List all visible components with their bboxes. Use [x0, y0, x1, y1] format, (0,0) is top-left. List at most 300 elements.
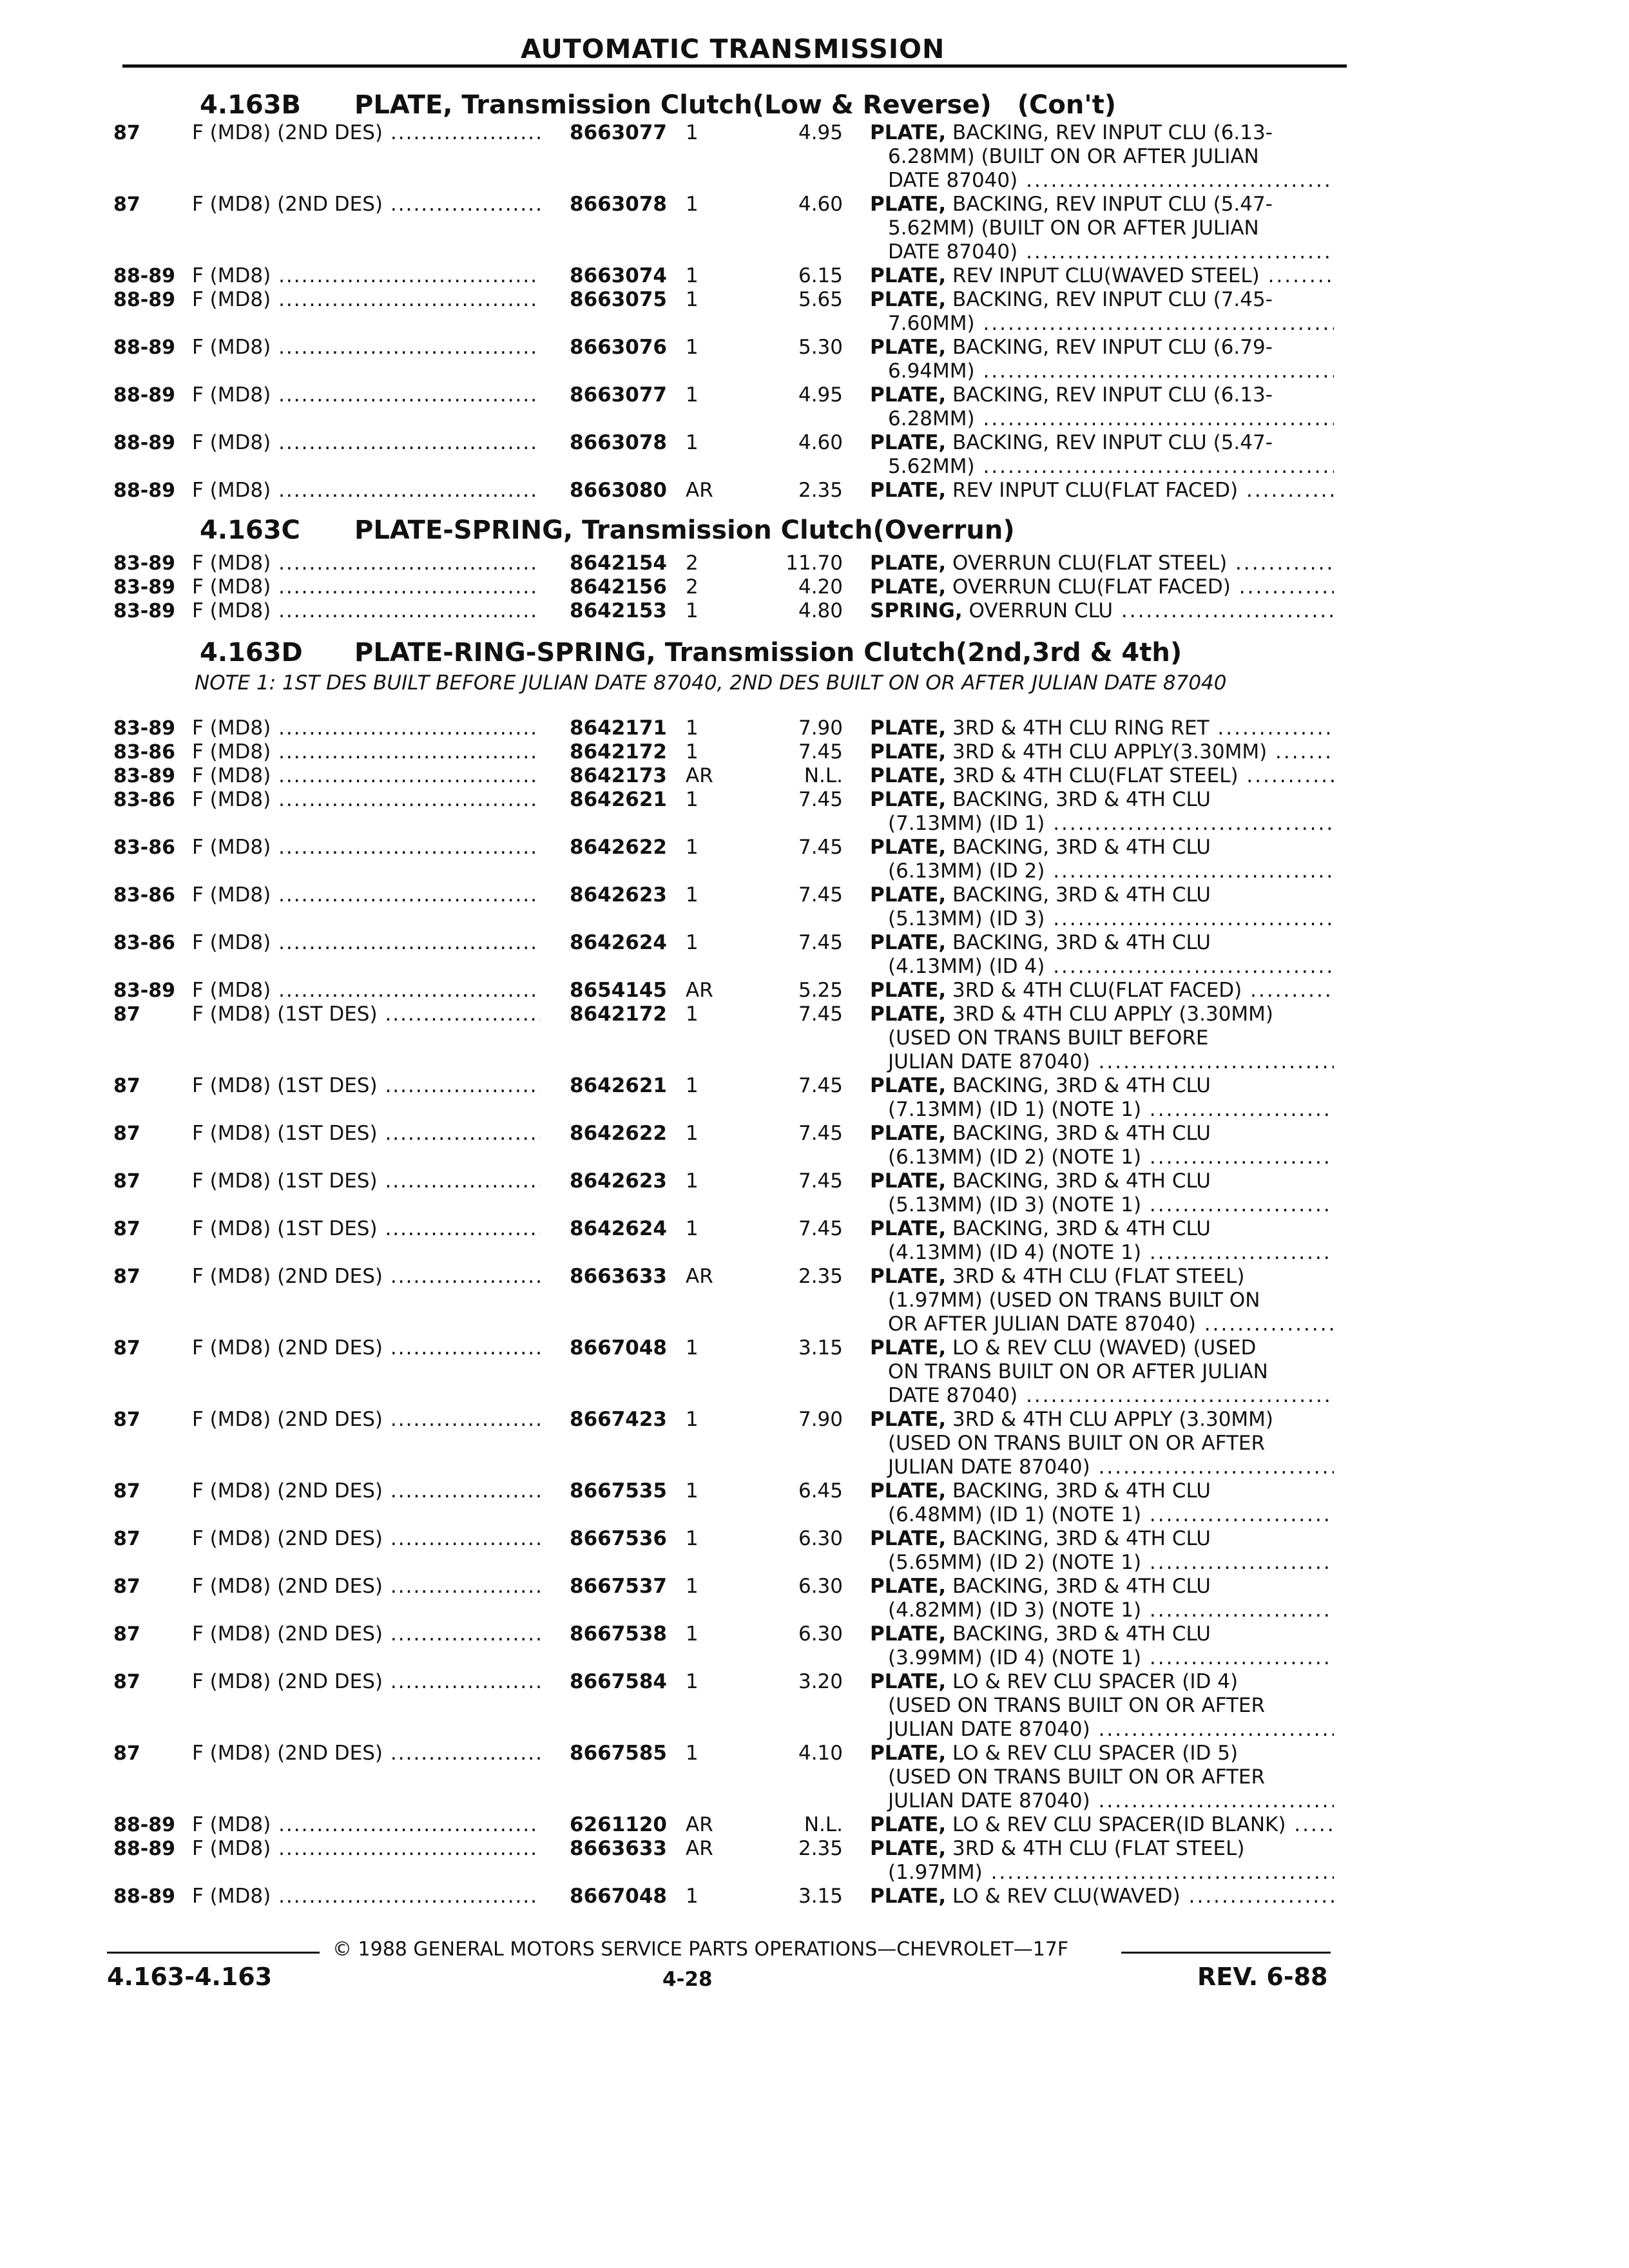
price: 4.95 — [798, 383, 843, 407]
quantity: 2 — [686, 552, 699, 575]
quantity: 1 — [686, 836, 699, 859]
model-code: F (MD8) ..... — [192, 788, 540, 812]
model-year: 83-89 — [113, 600, 175, 622]
part-noun: PLATE, — [870, 1479, 947, 1503]
part-description — [870, 1265, 1334, 1336]
part-number: 8642621 — [570, 1074, 667, 1097]
part-description — [870, 1217, 1334, 1265]
description-line: (1.97MM) ..... — [870, 1861, 1334, 1885]
description-line: (6.48MM) (ID 1) (NOTE 1) ..... — [870, 1503, 1334, 1527]
model-year: 87 — [113, 1623, 140, 1646]
quantity: AR — [686, 479, 713, 502]
description-line: 5.62MM) ..... — [870, 455, 1334, 479]
part-noun: PLATE, — [870, 1336, 947, 1360]
model-code: F (MD8) (1ST DES) ..... — [192, 1003, 540, 1026]
description-line: PLATE, BACKING, REV INPUT CLU (6.79- — [870, 336, 1273, 359]
section-note: NOTE 1: 1ST DES BUILT BEFORE JULIAN DATE 87040, 2ND DES BUILT ON OR AFTER JULIAN DATE 87040 — [195, 671, 1227, 695]
price: 3.15 — [798, 1336, 843, 1360]
header-rule — [122, 64, 1347, 68]
description-line: 7.60MM) ..... — [870, 312, 1334, 336]
model-code: F (MD8) ..... — [192, 1885, 540, 1908]
description-line: DATE 87040) ..... — [870, 1384, 1334, 1408]
part-noun: PLATE, — [870, 764, 947, 787]
model-code: F (MD8) (1ST DES) ..... — [192, 1217, 540, 1241]
price: 4.60 — [798, 431, 843, 454]
description-line: PLATE, BACKING, 3RD & 4TH CLU — [870, 1622, 1211, 1646]
footer-section-range: 4.163-4.163 — [107, 1963, 273, 1991]
description-line: 6.94MM) ..... — [870, 360, 1334, 383]
quantity: 1 — [686, 1670, 699, 1693]
part-noun: PLATE, — [870, 1169, 947, 1193]
section-title: PLATE-SPRING, Transmission Clutch(Overrun) — [354, 515, 1015, 545]
model-code: F (MD8) (2ND DES) ..... — [192, 1408, 540, 1432]
quantity: 1 — [686, 1479, 699, 1503]
model-code: F (MD8) ..... — [192, 979, 540, 1003]
part-number: 8642156 — [570, 575, 667, 599]
part-number: 8642153 — [570, 599, 667, 622]
price: 2.35 — [798, 479, 843, 502]
part-description — [870, 1408, 1334, 1479]
description-line: PLATE, BACKING, 3RD & 4TH CLU — [870, 1169, 1211, 1193]
description-line: PLATE, BACKING, 3RD & 4TH CLU — [870, 883, 1211, 907]
model-year: 88-89 — [113, 1885, 175, 1908]
section-number: 4.163C — [200, 515, 300, 545]
part-noun: PLATE, — [870, 883, 947, 907]
part-number: 8663078 — [570, 431, 667, 454]
quantity: 1 — [686, 788, 699, 811]
part-description — [870, 1670, 1334, 1742]
part-description — [870, 575, 1334, 599]
part-number: 8642623 — [570, 883, 667, 907]
model-code: F (MD8) ..... — [192, 1837, 540, 1861]
model-year: 87 — [113, 1075, 140, 1097]
part-description — [870, 764, 1334, 788]
footer-page-number: 4-28 — [662, 1968, 713, 1991]
price: 7.90 — [798, 716, 843, 740]
price: 3.15 — [798, 1885, 843, 1908]
model-code: F (MD8) (2ND DES) ..... — [192, 1622, 540, 1646]
description-line: PLATE, 3RD & 4TH CLU (FLAT STEEL) — [870, 1837, 1245, 1860]
model-year: 87 — [113, 1170, 140, 1193]
model-code: F (MD8) ..... — [192, 288, 540, 312]
description-line: PLATE, BACKING, 3RD & 4TH CLU — [870, 1122, 1211, 1145]
description-line: (1.97MM) (USED ON TRANS BUILT ON — [888, 1289, 1260, 1312]
model-year: 88-89 — [113, 432, 175, 454]
model-year: 87 — [113, 1122, 140, 1145]
quantity: AR — [686, 1265, 713, 1288]
description-line: PLATE, LO & REV CLU (WAVED) (USED — [870, 1336, 1257, 1360]
model-year: 83-86 — [113, 789, 175, 811]
part-number: 8667584 — [570, 1670, 667, 1693]
quantity: 1 — [686, 288, 699, 311]
description-line: (4.13MM) (ID 4) ..... — [870, 955, 1334, 979]
part-noun: PLATE, — [870, 479, 947, 502]
description-line: PLATE, BACKING, 3RD & 4TH CLU — [870, 1527, 1211, 1550]
part-noun: SPRING, — [870, 599, 963, 622]
part-number: 8642624 — [570, 1217, 667, 1240]
description-line: PLATE, 3RD & 4TH CLU RING RET ..... — [870, 716, 1334, 740]
part-number: 8667536 — [570, 1527, 667, 1550]
model-year: 87 — [113, 1528, 140, 1550]
part-noun: PLATE, — [870, 1217, 947, 1240]
part-noun: PLATE, — [870, 431, 947, 454]
description-line: 6.28MM) ..... — [870, 407, 1334, 431]
description-line: PLATE, LO & REV CLU SPACER (ID 5) — [870, 1742, 1239, 1765]
part-description — [870, 431, 1334, 479]
part-noun: PLATE, — [870, 1265, 947, 1288]
part-description — [870, 1742, 1334, 1813]
part-number: 8663633 — [570, 1265, 667, 1288]
part-description — [870, 1813, 1334, 1837]
quantity: 1 — [686, 1217, 699, 1240]
price: 6.15 — [798, 264, 843, 287]
model-code: F (MD8) ..... — [192, 431, 540, 455]
description-line: PLATE, BACKING, REV INPUT CLU (7.45- — [870, 288, 1273, 311]
model-code: F (MD8) ..... — [192, 336, 540, 360]
quantity: 1 — [686, 599, 699, 622]
part-noun: PLATE, — [870, 552, 947, 575]
part-description — [870, 479, 1334, 503]
section-title: PLATE-RING-SPRING, Transmission Clutch(2nd,3rd & 4th) — [354, 638, 1182, 668]
description-line: OR AFTER JULIAN DATE 87040) ..... — [870, 1312, 1334, 1336]
section-suffix: (Con't) — [1017, 90, 1116, 120]
part-noun: PLATE, — [870, 264, 947, 287]
model-code: F (MD8) (1ST DES) ..... — [192, 1169, 540, 1193]
part-noun: PLATE, — [870, 121, 947, 144]
description-line: (7.13MM) (ID 1) (NOTE 1) ..... — [870, 1098, 1334, 1122]
description-line: PLATE, LO & REV CLU SPACER(ID BLANK) ..... — [870, 1813, 1334, 1837]
footer-rule-right — [1121, 1952, 1331, 1954]
model-year: 87 — [113, 1337, 140, 1360]
model-code: F (MD8) ..... — [192, 1813, 540, 1837]
price: 6.30 — [798, 1575, 843, 1598]
section-heading — [200, 515, 1015, 545]
model-year: 83-86 — [113, 836, 175, 859]
part-description — [870, 1479, 1334, 1527]
quantity: 1 — [686, 1408, 699, 1431]
model-year: 87 — [113, 122, 140, 144]
part-description — [870, 836, 1334, 883]
price: 6.45 — [798, 1479, 843, 1503]
model-code: F (MD8) (2ND DES) ..... — [192, 193, 540, 216]
quantity: 1 — [686, 1622, 699, 1646]
quantity: 1 — [686, 431, 699, 454]
description-line: PLATE, BACKING, 3RD & 4TH CLU — [870, 1575, 1211, 1598]
quantity: 1 — [686, 193, 699, 216]
part-description — [870, 336, 1334, 383]
part-number: 8667048 — [570, 1336, 667, 1360]
model-code: F (MD8) (1ST DES) ..... — [192, 1074, 540, 1098]
price: 7.45 — [798, 1217, 843, 1240]
part-noun: PLATE, — [870, 1742, 947, 1765]
part-number: 8663077 — [570, 121, 667, 144]
quantity: 1 — [686, 1003, 699, 1026]
part-description — [870, 1527, 1334, 1575]
part-noun: PLATE, — [870, 788, 947, 811]
price: 4.10 — [798, 1742, 843, 1765]
description-line: (6.13MM) (ID 2) (NOTE 1) ..... — [870, 1146, 1334, 1169]
quantity: 1 — [686, 383, 699, 407]
part-description — [870, 788, 1334, 836]
section-number: 4.163B — [200, 90, 302, 120]
model-code: F (MD8) (2ND DES) ..... — [192, 1575, 540, 1599]
model-year: 88-89 — [113, 1814, 175, 1836]
part-number: 8667585 — [570, 1742, 667, 1765]
description-line: (USED ON TRANS BUILT BEFORE — [888, 1026, 1209, 1050]
model-year: 88-89 — [113, 1838, 175, 1860]
part-description — [870, 383, 1334, 431]
model-code: F (MD8) (2ND DES) ..... — [192, 1265, 540, 1289]
description-line: PLATE, BACKING, 3RD & 4TH CLU — [870, 836, 1211, 859]
part-number: 8642622 — [570, 836, 667, 859]
part-number: 8642154 — [570, 552, 667, 575]
quantity: 1 — [686, 1169, 699, 1193]
part-number: 8667048 — [570, 1885, 667, 1908]
description-line: PLATE, BACKING, 3RD & 4TH CLU — [870, 1479, 1211, 1503]
price: 4.95 — [798, 121, 843, 144]
price: N.L. — [804, 1813, 843, 1836]
description-line: (USED ON TRANS BUILT ON OR AFTER — [888, 1765, 1266, 1789]
price: 7.45 — [798, 931, 843, 954]
description-line: (5.65MM) (ID 2) (NOTE 1) ..... — [870, 1551, 1334, 1575]
description-line: PLATE, BACKING, REV INPUT CLU (6.13- — [870, 121, 1273, 144]
part-number: 8667538 — [570, 1622, 667, 1646]
part-noun: PLATE, — [870, 1074, 947, 1097]
description-line: (USED ON TRANS BUILT ON OR AFTER — [888, 1694, 1266, 1717]
model-code: F (MD8) ..... — [192, 764, 540, 788]
model-code: F (MD8) ..... — [192, 575, 540, 599]
model-year: 88-89 — [113, 265, 175, 287]
model-year: 87 — [113, 1742, 140, 1765]
part-noun: PLATE, — [870, 1885, 947, 1908]
part-noun: PLATE, — [870, 716, 947, 740]
description-line: JULIAN DATE 87040) ..... — [870, 1050, 1334, 1074]
price: 6.30 — [798, 1527, 843, 1550]
part-number: 8642171 — [570, 716, 667, 740]
model-code: F (MD8) (2ND DES) ..... — [192, 1479, 540, 1503]
quantity: 1 — [686, 121, 699, 144]
description-line: (USED ON TRANS BUILT ON OR AFTER — [888, 1432, 1266, 1455]
part-noun: PLATE, — [870, 1575, 947, 1598]
part-noun: PLATE, — [870, 1527, 947, 1550]
description-line: PLATE, REV INPUT CLU(WAVED STEEL) ..... — [870, 264, 1334, 288]
quantity: 1 — [686, 1527, 699, 1550]
price: 7.45 — [798, 740, 843, 764]
model-year: 87 — [113, 193, 140, 216]
model-year: 83-86 — [113, 741, 175, 764]
description-line: DATE 87040) ..... — [870, 169, 1334, 193]
model-code: F (MD8) ..... — [192, 883, 540, 907]
part-number: 8663074 — [570, 264, 667, 287]
price: 7.45 — [798, 1122, 843, 1145]
section-number: 4.163D — [200, 638, 303, 668]
part-number: 8663633 — [570, 1837, 667, 1860]
part-noun: PLATE, — [870, 336, 947, 359]
price: 7.45 — [798, 1169, 843, 1193]
model-code: F (MD8) (2ND DES) ..... — [192, 121, 540, 145]
part-description — [870, 1122, 1334, 1169]
price: 7.45 — [798, 1003, 843, 1026]
part-noun: PLATE, — [870, 740, 947, 764]
description-line: PLATE, 3RD & 4TH CLU APPLY (3.30MM) — [870, 1408, 1274, 1431]
description-line: ON TRANS BUILT ON OR AFTER JULIAN — [888, 1360, 1268, 1383]
model-code: F (MD8) ..... — [192, 264, 540, 288]
footer-revision: REV. 6-88 — [1197, 1963, 1328, 1991]
part-description — [870, 883, 1334, 931]
model-year: 83-89 — [113, 979, 175, 1002]
description-line: PLATE, OVERRUN CLU(FLAT FACED) ..... — [870, 575, 1334, 599]
description-line: 6.28MM) (BUILT ON OR AFTER JULIAN — [888, 145, 1259, 168]
part-number: 8642622 — [570, 1122, 667, 1145]
part-noun: PLATE, — [870, 836, 947, 859]
quantity: 1 — [686, 883, 699, 907]
price: 7.90 — [798, 1408, 843, 1431]
model-code: F (MD8) ..... — [192, 552, 540, 575]
price: 3.20 — [798, 1670, 843, 1693]
quantity: 1 — [686, 1122, 699, 1145]
model-code: F (MD8) ..... — [192, 479, 540, 503]
description-line: PLATE, BACKING, REV INPUT CLU (5.47- — [870, 431, 1273, 454]
model-code: F (MD8) ..... — [192, 740, 540, 764]
description-line: (5.13MM) (ID 3) ..... — [870, 907, 1334, 931]
model-code: F (MD8) (2ND DES) ..... — [192, 1336, 540, 1360]
description-line: PLATE, REV INPUT CLU(FLAT FACED) ..... — [870, 479, 1334, 503]
part-noun: PLATE, — [870, 931, 947, 954]
footer-copyright: © 1988 GENERAL MOTORS SERVICE PARTS OPERATIONS—CHEVROLET—17F — [333, 1938, 1069, 1961]
price: 6.30 — [798, 1622, 843, 1646]
quantity: 1 — [686, 1742, 699, 1765]
part-description — [870, 1074, 1334, 1122]
quantity: 1 — [686, 1074, 699, 1097]
model-code: F (MD8) (2ND DES) ..... — [192, 1742, 540, 1765]
part-noun: PLATE, — [870, 1003, 947, 1026]
part-noun: PLATE, — [870, 1813, 947, 1836]
part-description — [870, 716, 1334, 740]
model-year: 87 — [113, 1265, 140, 1288]
model-code: F (MD8) ..... — [192, 716, 540, 740]
part-description — [870, 288, 1334, 336]
part-noun: PLATE, — [870, 383, 947, 407]
page-title: AUTOMATIC TRANSMISSION — [521, 34, 945, 64]
part-noun: PLATE, — [870, 575, 947, 599]
model-code: F (MD8) (2ND DES) ..... — [192, 1527, 540, 1551]
quantity: 1 — [686, 1885, 699, 1908]
model-year: 87 — [113, 1218, 140, 1240]
part-number: 8667537 — [570, 1575, 667, 1598]
part-noun: PLATE, — [870, 1670, 947, 1693]
section-heading — [200, 638, 1182, 668]
model-year: 88-89 — [113, 479, 175, 502]
model-code: F (MD8) ..... — [192, 836, 540, 860]
price: 7.45 — [798, 1074, 843, 1097]
quantity: 1 — [686, 716, 699, 740]
description-line: PLATE, BACKING, 3RD & 4TH CLU — [870, 788, 1211, 811]
part-noun: PLATE, — [870, 979, 947, 1002]
part-description — [870, 1336, 1334, 1408]
description-line: (3.99MM) (ID 4) (NOTE 1) ..... — [870, 1646, 1334, 1670]
description-line: DATE 87040) ..... — [870, 240, 1334, 264]
price: 2.35 — [798, 1837, 843, 1860]
part-number: 8642172 — [570, 1003, 667, 1026]
description-line: PLATE, 3RD & 4TH CLU APPLY(3.30MM) ..... — [870, 740, 1334, 764]
description-line: PLATE, LO & REV CLU SPACER (ID 4) — [870, 1670, 1239, 1693]
price: 5.30 — [798, 336, 843, 359]
part-noun: PLATE, — [870, 1837, 947, 1860]
part-number: 8642623 — [570, 1169, 667, 1193]
model-year: 87 — [113, 1575, 140, 1598]
quantity: 1 — [686, 931, 699, 954]
part-description — [870, 599, 1334, 623]
part-noun: PLATE, — [870, 288, 947, 311]
description-line: PLATE, 3RD & 4TH CLU(FLAT FACED) ..... — [870, 979, 1334, 1003]
part-number: 8654145 — [570, 979, 667, 1002]
model-code: F (MD8) ..... — [192, 931, 540, 955]
part-description — [870, 1169, 1334, 1217]
part-number: 8642173 — [570, 764, 667, 787]
description-line: JULIAN DATE 87040) ..... — [870, 1789, 1334, 1813]
part-description — [870, 931, 1334, 979]
part-description — [870, 1837, 1334, 1885]
description-line: (7.13MM) (ID 1) ..... — [870, 812, 1334, 836]
part-noun: PLATE, — [870, 1622, 947, 1646]
quantity: 1 — [686, 1575, 699, 1598]
section-heading — [200, 90, 1116, 120]
part-description — [870, 1885, 1334, 1908]
price: 4.20 — [798, 575, 843, 599]
description-line: SPRING, OVERRUN CLU ..... — [870, 599, 1334, 623]
part-number: 6261120 — [570, 1813, 667, 1836]
quantity: AR — [686, 1813, 713, 1836]
quantity: 1 — [686, 264, 699, 287]
part-number: 8667423 — [570, 1408, 667, 1431]
part-description — [870, 740, 1334, 764]
section-title: PLATE, Transmission Clutch(Low & Reverse) — [354, 90, 992, 120]
description-line: PLATE, 3RD & 4TH CLU(FLAT STEEL) ..... — [870, 764, 1334, 788]
price: 7.45 — [798, 836, 843, 859]
model-year: 88-89 — [113, 336, 175, 359]
description-line: PLATE, BACKING, REV INPUT CLU (6.13- — [870, 383, 1273, 407]
price: 4.80 — [798, 599, 843, 622]
footer-rule-left — [107, 1952, 320, 1954]
description-line: 5.62MM) (BUILT ON OR AFTER JULIAN — [888, 216, 1259, 240]
price: 5.65 — [798, 288, 843, 311]
quantity: 1 — [686, 336, 699, 359]
part-description — [870, 1622, 1334, 1670]
model-year: 83-86 — [113, 932, 175, 954]
part-description — [870, 979, 1334, 1003]
quantity: AR — [686, 764, 713, 787]
part-noun: PLATE, — [870, 1122, 947, 1145]
description-line: JULIAN DATE 87040) ..... — [870, 1718, 1334, 1742]
description-line: (5.13MM) (ID 3) (NOTE 1) ..... — [870, 1193, 1334, 1217]
description-line: PLATE, 3RD & 4TH CLU (FLAT STEEL) — [870, 1265, 1245, 1288]
description-line: PLATE, BACKING, 3RD & 4TH CLU — [870, 931, 1211, 954]
part-number: 8667535 — [570, 1479, 667, 1503]
description-line: PLATE, 3RD & 4TH CLU APPLY (3.30MM) — [870, 1003, 1274, 1026]
part-number: 8663076 — [570, 336, 667, 359]
model-year: 83-89 — [113, 576, 175, 599]
description-line: PLATE, BACKING, REV INPUT CLU (5.47- — [870, 193, 1273, 216]
price: 2.35 — [798, 1265, 843, 1288]
description-line: (4.13MM) (ID 4) (NOTE 1) ..... — [870, 1241, 1334, 1265]
part-number: 8663075 — [570, 288, 667, 311]
part-number: 8663077 — [570, 383, 667, 407]
part-description — [870, 121, 1334, 193]
price: 7.45 — [798, 788, 843, 811]
model-year: 83-89 — [113, 552, 175, 575]
part-description — [870, 1003, 1334, 1074]
model-year: 87 — [113, 1480, 140, 1503]
